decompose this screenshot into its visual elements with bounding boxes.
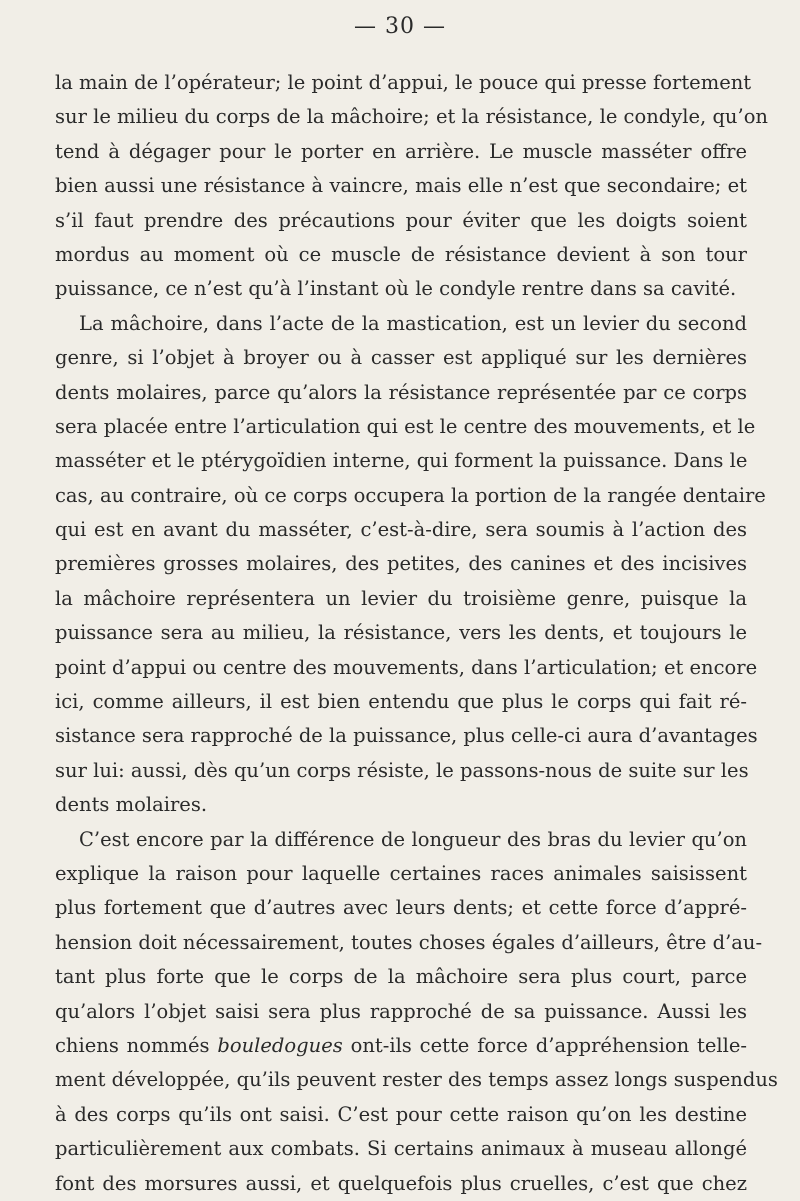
text-line: font des morsures aussi, et quelquefois plus cruelles, c’est que chez xyxy=(55,1171,747,1195)
italic-term: bouledogues xyxy=(217,1033,343,1057)
text-line: s’il faut prendre des précautions pour éviter que les doigts soient xyxy=(55,208,747,232)
text-line: tend à dégager pour le porter en arrière. Le muscle masséter offre xyxy=(55,139,747,163)
text-line: premières grosses molaires, des petites, des canines et des incisives xyxy=(55,552,747,576)
text-line: à des corps qu’ils ont saisi. C’est pour cette raison qu’on les destine xyxy=(55,1102,747,1126)
text-line: puissance, ce n’est qu’à l’instant où le condyle rentre dans sa cavité. xyxy=(55,277,737,301)
text-line: sistance sera rapproché de la puissance, plus celle-ci aura d’avantages xyxy=(55,724,758,748)
text-line: cas, au contraire, où ce corps occupera la portion de la rangée dentaire xyxy=(55,483,766,507)
text-line: dents molaires, parce qu’alors la résistance représentée par ce corps xyxy=(55,380,747,404)
text-line: la main de l’opérateur; le point d’appui, le pouce qui presse fortement xyxy=(55,71,752,94)
text-fragment: ont-ils cette force d’appréhension telle- xyxy=(350,1033,747,1057)
text-line: qu’alors l’objet saisi sera plus rapproché de sa puissance. Aussi les xyxy=(55,999,747,1023)
text-line: sur le milieu du corps de la mâchoire; et la résistance, le condyle, qu’on xyxy=(55,105,768,129)
text-line: puissance sera au milieu, la résistance, vers les dents, et toujours le xyxy=(55,621,747,645)
text-line: qui est en avant du masséter, c’est-à-dire, sera soumis à l’action des xyxy=(55,518,747,542)
text-line: sur lui: aussi, dès qu’un corps résiste, le passons-nous de suite sur les xyxy=(55,758,749,782)
text-line xyxy=(55,1029,747,1063)
text-line: dents molaires. xyxy=(55,793,208,817)
text-line: ici, comme ailleurs, il est bien entendu que plus le corps qui fait ré- xyxy=(55,690,747,714)
text-line: tant plus forte que le corps de la mâchoire sera plus court, parce xyxy=(55,965,747,989)
body-text xyxy=(55,66,778,1201)
text-line: hension doit nécessairement, toutes choses égales d’ailleurs, être d’au- xyxy=(55,930,763,954)
text-line: masséter et le ptérygoïdien interne, qui forment la puissance. Dans le xyxy=(55,449,748,473)
text-line: la mâchoire représentera un levier du troisième genre, puisque la xyxy=(55,586,747,610)
text-line: bien aussi une résistance à vaincre, mais elle n’est que secondaire; et xyxy=(55,174,747,198)
text-line: La mâchoire, dans l’acte de la mastication, est un levier du second xyxy=(79,311,747,335)
text-line: plus fortement que d’autres avec leurs dents; et cette force d’appré- xyxy=(55,896,747,920)
text-fragment: chiens nommés xyxy=(55,1033,210,1057)
text-line: C’est encore par la différence de longueur des bras du levier qu’on xyxy=(79,827,747,851)
text-line: genre, si l’objet à broyer ou à casser est appliqué sur les dernières xyxy=(55,346,747,370)
text-line: explique la raison pour laquelle certaines races animales saisissent xyxy=(55,861,747,885)
text-line: point d’appui ou centre des mouvements, dans l’articulation; et encore xyxy=(55,655,758,679)
text-line: ment développée, qu’ils peuvent rester des temps assez longs suspendus xyxy=(55,1068,778,1092)
page-number: — 30 — xyxy=(354,14,446,39)
text-line: particulièrement aux combats. Si certains animaux à museau allongé xyxy=(55,1137,747,1161)
text-line: sera placée entre l’articulation qui est le centre des mouvements, et le xyxy=(55,414,756,438)
text-line: mordus au moment où ce muscle de résistance devient à son tour xyxy=(55,242,747,266)
